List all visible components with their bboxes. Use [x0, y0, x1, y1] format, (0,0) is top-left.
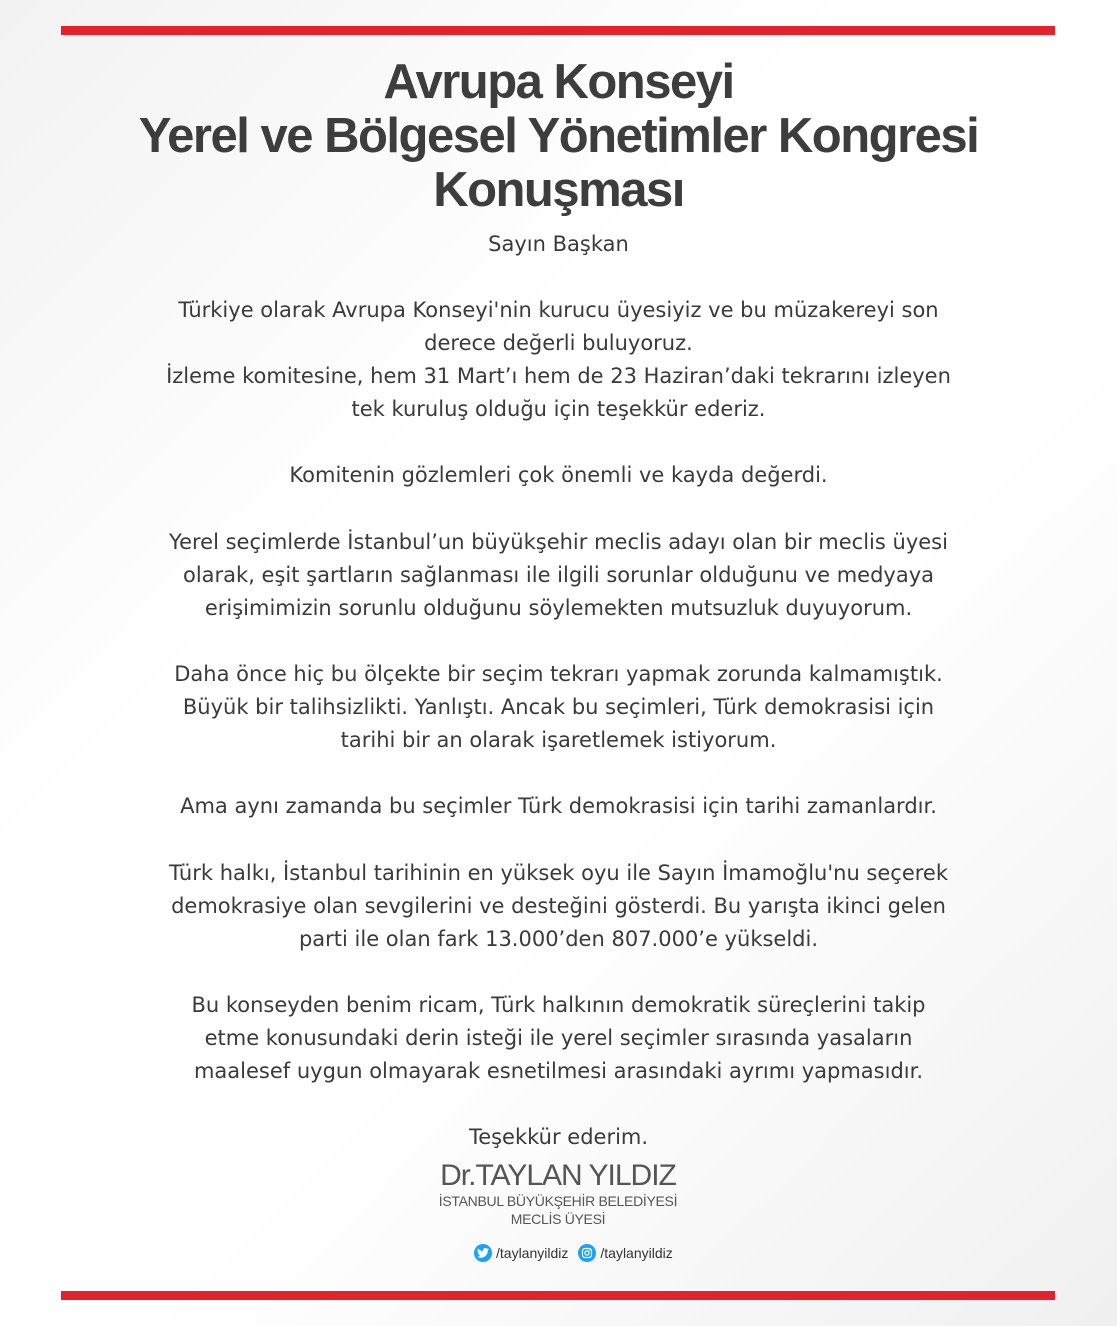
paragraph-3: Yerel seçimlerde İstanbul’un büyükşehir meclis adayı olan bir meclis üyesi olarak, eşit şartların sağlanması ile ilgili sorunlar olduğunu ve medyaya erişimimizin sorunlu olduğunu söylemekten mutsuzluk duyuyorum. [169, 530, 948, 620]
closing: Teşekkür ederim. [468, 1125, 649, 1149]
instagram-icon [578, 1244, 596, 1262]
top-red-bar [61, 26, 1055, 35]
signature-name: Dr.TAYLAN YILDIZ [440, 1159, 676, 1192]
title-line-1: Avrupa Konseyi [383, 55, 734, 109]
signature-title-line-1: İSTANBUL BÜYÜKŞEHİR BELEDİYESİ [438, 1193, 678, 1209]
instagram-handle[interactable]: /taylanyildiz [600, 1245, 673, 1261]
title-line-3: Konuşması [433, 163, 684, 217]
paragraph-1: Türkiye olarak Avrupa Konseyi'nin kurucu üyesiyiz ve bu müzakereyi son derece değerli buluyoruz. İzleme komitesine, hem 31 Mart’ı hem de 23 Haziran’daki tekrarını izleyen tek kuruluş olduğu için teşekkür ederiz. [166, 298, 951, 421]
paragraph-2: Komitenin gözlemleri çok önemli ve kayda değerdi. [289, 463, 828, 487]
paragraph-4: Daha önce hiç bu ölçekte bir seçim tekrarı yapmak zorunda kalmamıştık. Büyük bir talihsizlikti. Yanlıştı. Ancak bu seçimleri, Türk demokrasisi için tarihi bir an olarak işaretlemek istiyorum. [174, 662, 943, 752]
page-title [0, 55, 1117, 217]
paragraph-5: Ama aynı zamanda bu seçimler Türk demokrasisi için tarihi zamanlardır. [180, 794, 937, 818]
paragraph-7: Bu konseyden benim ricam, Türk halkının demokratik süreçlerini takip etme konusundaki derin isteği ile yerel seçimler sırasında yasaların maalesef uygun olmayarak esnetilmesi arasındaki ayrımı yapmasıdır. [191, 993, 926, 1083]
salutation: Sayın Başkan [488, 232, 629, 256]
twitter-handle[interactable]: /taylanyildiz [496, 1245, 569, 1261]
paragraph-6: Türk halkı, İstanbul tarihinin en yüksek oyu ile Sayın İmamoğlu'nu seçerek demokrasiye olan sevgilerini ve desteğini gösterdi. Bu yarışta ikinci gelen parti ile olan fark 13.000’den 807.000’e yükseldi. [168, 861, 949, 951]
social-links [474, 1243, 679, 1263]
bottom-red-bar [61, 1291, 1055, 1300]
twitter-icon [474, 1244, 492, 1262]
title-line-2: Yerel ve Bölgesel Yönetimler Kongresi [138, 109, 979, 163]
signature-title-line-2: MECLİS ÜYESİ [510, 1211, 606, 1227]
